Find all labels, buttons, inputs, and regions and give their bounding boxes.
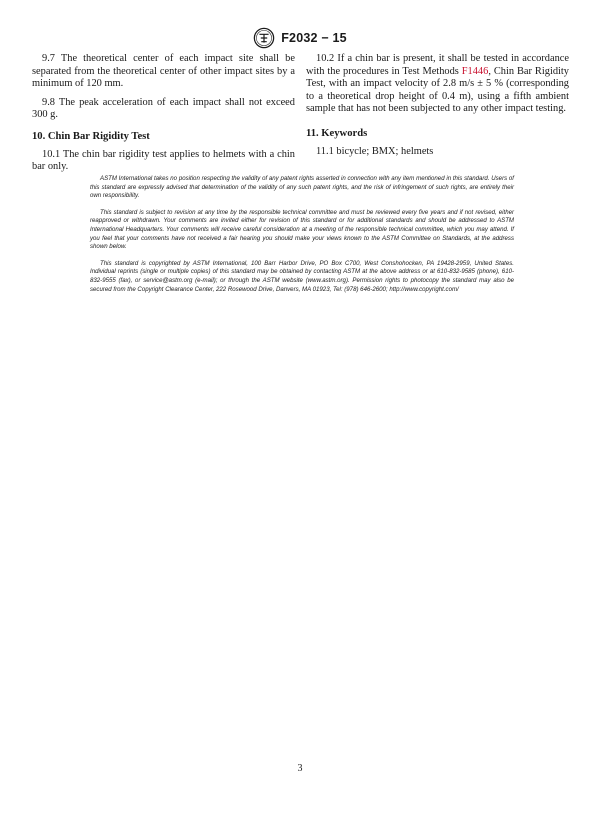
astm-logo-icon — [253, 27, 275, 49]
right-column — [306, 53, 569, 164]
copyright-notice: This standard is copyrighted by ASTM International, 100 Barr Harbor Drive, PO Box C700, West Conshohocken, PA 19428-2959, United States. Individual reprints (single or multiple copies) of this standard may be obtained by contacting ASTM at the above address or at 610-832-9585 (phone), 610-832-9555 (fax), or service@astm.org (e-mail); or through the ASTM website (www.astm.org). Permission rights to photocopy the standard may also be secured from the Copyright Clearance Center, 222 Rosewood Drive, Danvers, MA 01923, Tel: (978) 646-2600; http://www.copyright.com/ — [90, 259, 514, 293]
paragraph-10-1: 10.1 The chin bar rigidity test applies to helmets with a chin bar only. — [32, 148, 295, 173]
patent-notice: ASTM International takes no position respecting the validity of any patent rights asserted in connection with any item mentioned in this standard. Users of this standard are expressly advised that determination of the validity of any such patent rights, and the risk of infringement of such rights, are entirely their own responsibility. — [90, 175, 514, 200]
paragraph-9-8: 9.8 The peak acceleration of each impact shall not exceed 300 g. — [32, 96, 295, 121]
paragraph-10-2 — [306, 53, 569, 116]
section-10-heading: 10. Chin Bar Rigidity Test — [32, 130, 150, 142]
paragraph-10-2-text-b: , Chin Bar Rigidity Test, with an impact velocity of 2.8 m/s ± 5 % (corresponding to a theoretical drop height of 0.4 m), using a fifth ambient sample that has not been subjected to any other impact testing. — [306, 65, 569, 115]
paragraph-10-2-text-a: 10.2 If a chin bar is present, it shall be tested in accordance with the procedures in Test Methods — [306, 53, 569, 77]
legal-notices — [90, 175, 514, 302]
paragraph-9-7: 9.7 The theoretical center of each impact site shall be separated from the theoretical center of other impact sites by a minimum of 120 mm. — [32, 53, 295, 90]
page-number: 3 — [297, 763, 303, 774]
paragraph-11-1: 11.1 bicycle; BMX; helmets — [316, 145, 434, 157]
f1446-link[interactable]: F1446 — [461, 65, 489, 77]
document-number: F2032 − 15 — [281, 31, 347, 45]
page-header — [0, 27, 600, 49]
section-11-heading: 11. Keywords — [306, 127, 368, 139]
revision-notice: This standard is subject to revision at any time by the responsible technical committee and must be reviewed every five years and if not revised, either reapproved or withdrawn. Your comments are invited either for revision of this standard or for additional standards and should be addressed to ASTM International Headquarters. Your comments will receive careful consideration at a meeting of the responsible technical committee, which you may attend. If you feel that your comments have not received a fair hearing you should make your views known to the ASTM Committee on Standards, at the address shown below. — [90, 208, 514, 251]
left-column — [32, 53, 295, 180]
